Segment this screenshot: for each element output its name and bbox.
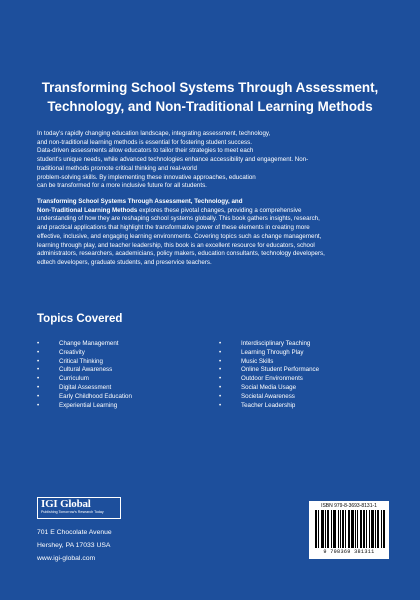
topic-item: • Early Childhood Education [37, 393, 132, 402]
description-paragraph [37, 198, 387, 268]
publisher-logo-tagline: Publishing Tomorrow's Research Today [41, 510, 104, 514]
book-title-line: Technology, and Non-Traditional Learning Methods [47, 99, 373, 114]
topic-item: • Digital Assessment [37, 384, 132, 393]
topic-item: • Music Skills [219, 358, 319, 367]
description-book-title: Transforming School Systems Through Assessment, Technology, and Non-Traditional Learning Methods [37, 198, 243, 214]
topic-item: • Creativity [37, 349, 132, 358]
isbn-barcode [309, 501, 389, 559]
barcode-bars [315, 510, 385, 548]
topic-item: • Teacher Leadership [219, 402, 319, 411]
topic-item: • Curriculum [37, 375, 132, 384]
book-title [0, 78, 420, 116]
topic-item: • Social Media Usage [219, 384, 319, 393]
publisher-logo-name: IGI Global [41, 498, 91, 510]
topic-item: • Societal Awareness [219, 393, 319, 402]
publisher-website: www.igi-global.com [37, 554, 96, 562]
topic-item: • Outdoor Environments [219, 375, 319, 384]
topic-item: • Critical Thinking [37, 358, 132, 367]
topic-item: • Interdisciplinary Teaching [219, 340, 319, 349]
description-body: explores these pivotal changes, providing a comprehensive understanding of how they are reshaping school systems globally. This book gathers insights, research, and practical applications that highlight the transformative power of these elements in creating more effective, inclusive, and engaging learning environments. Covering topics such as change management, learning through play, and teacher leadership, this book is an excellent resource for educators, school administrators, researchers, academicians, policy makers, education consultants, technology developers, edtech developers, graduate students, and preservice teachers. [37, 206, 325, 266]
isbn-label: ISBN 979-8-3693-8131-1 [321, 503, 377, 509]
topic-item: • Experiential Learning [37, 402, 132, 411]
intro-paragraph: In today's rapidly changing education landscape, integrating assessment, technology, and non-traditional learning methods is essential for fostering student success. Data-driven assessments allow educators to tailor their strategies to meet each student's unique needs, while advanced technologies enhance accessibility and engagement. Non- traditional methods promote critical thinking and real-world problem-solving skills. By implementing these innovative approaches, education can be transformed for a more inclusive future for all students. [37, 130, 309, 190]
address-city: Hershey, PA 17033 USA [37, 541, 111, 549]
topic-item: • Cultural Awareness [37, 366, 132, 375]
topic-item: • Learning Through Play [219, 349, 319, 358]
topics-list-left [37, 340, 132, 410]
barcode-digits: 9 798369 381311 [323, 549, 375, 555]
topic-item: • Online Student Performance [219, 366, 319, 375]
topics-heading: Topics Covered [37, 313, 123, 325]
book-title-line: Transforming School Systems Through Assessment, [41, 80, 379, 95]
publisher-address [37, 527, 112, 565]
address-street: 701 E Chocolate Avenue [37, 529, 112, 536]
topic-item: • Change Management [37, 340, 132, 349]
publisher-logo [37, 497, 121, 519]
topics-list-right [219, 340, 319, 410]
